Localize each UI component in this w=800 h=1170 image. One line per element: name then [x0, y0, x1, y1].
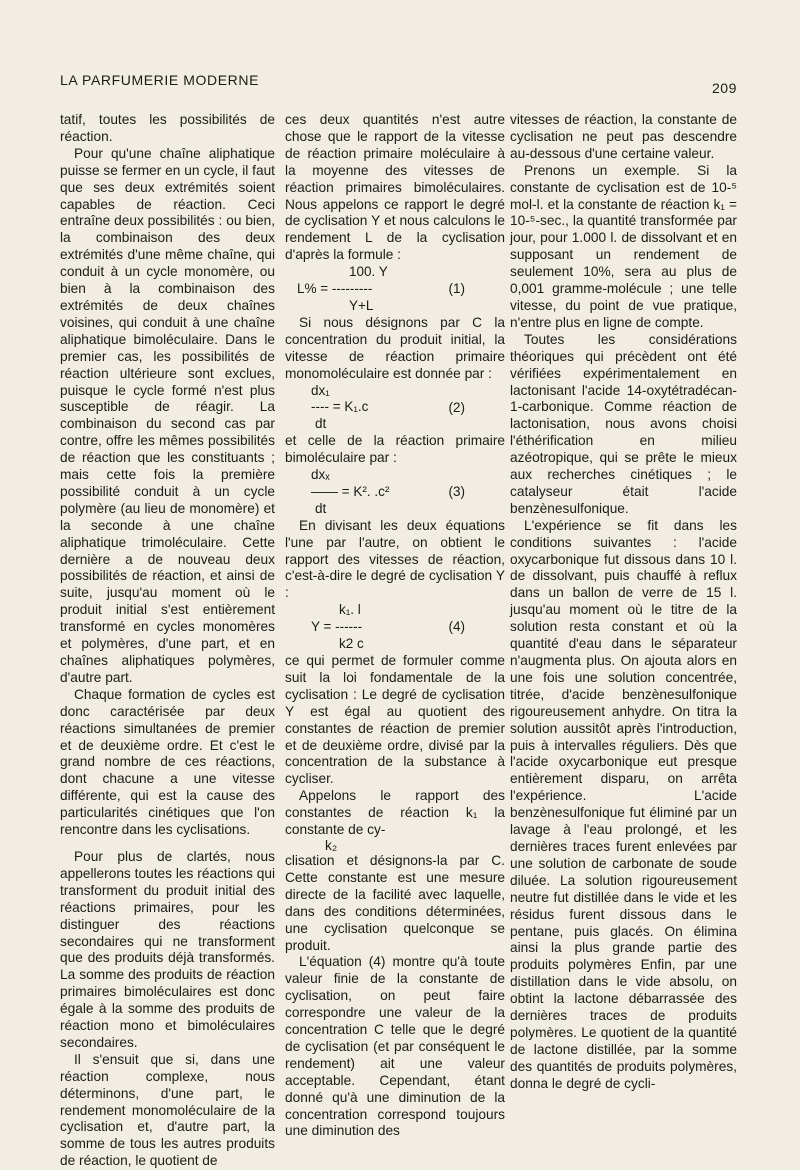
- page-number: 209: [712, 80, 737, 96]
- paragraph: Appelons le rapport des constantes de réaction k₁ la constante de cy-: [285, 788, 505, 838]
- paragraph: tatif, toutes les possibilités de réaction.: [60, 112, 275, 144]
- formula-main-line: L% = ---------: [297, 281, 373, 297]
- fraction-denominator: k₂: [325, 837, 338, 853]
- formula-denominator: dt: [315, 416, 327, 432]
- formula-denominator: k2 c: [339, 636, 364, 652]
- equation-number: (4): [448, 619, 465, 635]
- paragraph: L'expérience se fit dans les conditions suivantes : l'acide oxycarbonique fut dissous dans 10 l. de dissolvant, puis chauffé à reflux dans un ballon de verre de 15 l. jusqu'au moment où le titre de la solution resta constant et où la quantité d'eau dans le séparateur n'augmenta plus. On ajouta alors en une fois une solution concentrée, titrée, d'acide benzènesulfonique rigoureusement anhydre. On titra la solution aussitôt après l'introduction, puis à intervalles réguliers. Dès que l'acide oxycarbonique eut presque entièrement disparu, on arrêta l'expérience. L'acide benzènesulfonique fut éliminé par un lavage à l'eau prolongé, et les dernières traces furent enlevées par une solution de carbonate de soude diluée. La solution rigoureusement neutre fut distillée dans le vide et les résidus furent dissous dans le pentane, puis glacés. On élimina ainsi la plus grande partie des produits polymères Enfin, par une distillation dans le vide absolu, on obtint la lactone débarrassée des dernières traces de produits polymères. Le quotient de la quantité de lactone distillée, par la somme des quantités de produits polymères, donna le degré de cycli-: [510, 517, 737, 1091]
- paragraph: Pour plus de clartés, nous appellerons toutes les réactions qui transforment du produit initial des réactions primaires, pour les distinguer des réactions secondaires qui ne transforment que des produits déjà transformés. La somme des produits de réaction primaires bimoléculaires est donc égale à la somme des produits de réaction mono et bimoléculaires secondaires.: [60, 848, 275, 1050]
- formula-numerator: k₁. l: [339, 602, 361, 618]
- formula-4: [285, 602, 505, 653]
- equation-number: (1): [448, 281, 465, 297]
- text-column-3: [510, 112, 737, 1093]
- paragraph: ces deux quantités n'est autre chose que le rapport de la vitesse de réaction primaire moléculaire à la moyenne des vitesses de réaction primaires bimoléculaires. Nous appelons ce rapport le degré de cyclisation Y et nous calculons le rendement L de la cyclisation d'après la formule :: [285, 112, 505, 263]
- text-column-2: [285, 112, 505, 1140]
- paragraph: vitesses de réaction, la constante de cyclisation ne peut pas descendre au-dessous d'une certaine valeur.: [510, 112, 737, 161]
- formula-main-line: Y = ------: [311, 619, 363, 635]
- formula-main-line: —— = K². .c²: [311, 483, 390, 499]
- paragraph: et celle de la réaction primaire bimoléculaire par :: [285, 433, 505, 466]
- formula-numerator: 100. Y: [349, 264, 388, 280]
- paragraph: Toutes les considérations théoriques qui précèdent ont été vérifiées expérimentalement en lactonisant l'acide 14-oxytétradécan-1-carbonique. Comme réaction de lactonisation, nous avons choisi l'éthérification en milieu azéotropique, qui se prête le mieux aux recherches cinétiques ; le catalyseur était l'acide benzènesulfonique.: [510, 331, 737, 516]
- paragraph: En divisant les deux équations l'une par l'autre, on obtient le rapport des vitesses de réaction, c'est-à-dire le degré de cyclisation Y :: [285, 517, 505, 601]
- paragraph: clisation et désignons-la par C. Cette constante est une mesure directe de la facilité avec laquelle, dans des conditions déterminées, une cyclisation quelconque se produit.: [285, 852, 505, 953]
- paragraph: Chaque formation de cycles est donc caractérisée par deux réactions simultanées de premier et de deuxième ordre. Et c'est le grand nombre de ces réactions, dont chacune a une vitesse différente, qui est la cause des particularités cinétiques que l'on rencontre dans les cyclisations.: [60, 686, 275, 838]
- formula-numerator: dxₓ: [311, 467, 330, 483]
- paragraph: Il s'ensuit que si, dans une réaction complexe, nous déterminons, d'une part, le rendement monomoléculaire de la cyclisation et, d'autre part, la somme de tous les autres produits de réaction, le quotient de: [60, 1051, 275, 1169]
- equation-number: (3): [448, 484, 465, 500]
- formula-3: [285, 467, 505, 518]
- paragraph: Prenons un exemple. Si la constante de cyclisation est de 10-⁵ mol-l. et la constante de réaction k₁ = 10-⁵-sec., la quantité transformée par jour, pour 1.000 l. de dissolvant et en supposant un rendement de seulement 10%, sera au plus de 0,001 gramme-molécule ; une telle vitesse, du point de vue pratique, n'entre plus en ligne de compte.: [510, 162, 737, 330]
- formula-numerator: dx₁: [311, 382, 330, 398]
- text-column-1: [60, 112, 275, 1170]
- formula-denominator: Y+L: [349, 297, 374, 313]
- paragraph: ce qui permet de formuler comme suit la loi fondamentale de la cyclisation : Le degré de cyclisation Y est égal au quotient des constantes de réaction de premier et de deuxième ordre, divisé par la concentration de la substance à cycliser.: [285, 653, 505, 787]
- formula-1: [285, 264, 505, 315]
- equation-number: (2): [448, 399, 465, 415]
- running-title: LA PARFUMERIE MODERNE: [60, 72, 260, 88]
- formula-denominator: dt: [315, 500, 327, 516]
- formula-2: [285, 383, 505, 434]
- paragraph: Si nous désignons par C la concentration du produit initial, la vitesse de réaction primaire monomoléculaire est donnée par :: [285, 314, 505, 381]
- paragraph: Pour qu'une chaîne aliphatique puisse se fermer en un cycle, il faut que ses deux extrémités soient capables de réaction. Ceci entraîne deux possibilités : ou bien, la combinaison des deux extrémités d'une même chaîne, qui conduit à un cycle monomère, ou bien à la combinaison des extrémités de deux chaînes voisines, qui conduit à une chaîne aliphatique bimoléculaire. Dans le premier cas, les possibilités de réaction ultérieure sont exclues, puisque le cycle formé n'est plus susceptible de réagir. La combinaison du second cas par contre, offre les mêmes possibilités de réaction que les constituants ; mais cette fois la première possibilité conduit à un cycle polymère (au lieu de monomère) et la seconde à une chaîne aliphatique trimoléculaire. Cette dernière a de nouveau deux possibilités de réaction, et ainsi de suite, jusqu'au moment où le produit initial s'est entièrement transformé en cycles monomères et polymères, d'une part, et en chaînes aliphatiques polymères, d'autre part.: [60, 145, 275, 685]
- paragraph: L'équation (4) montre qu'à toute valeur finie de la constante de cyclisation, on peut faire correspondre une valeur de la concentration C telle que le degré de cyclisation (et par conséquent le rendement) ait une valeur acceptable. Cependant, étant donné qu'à une diminution de la concentration correspond toujours une diminution des: [285, 954, 505, 1139]
- formula-main-line: ---- = K₁.c: [311, 399, 369, 415]
